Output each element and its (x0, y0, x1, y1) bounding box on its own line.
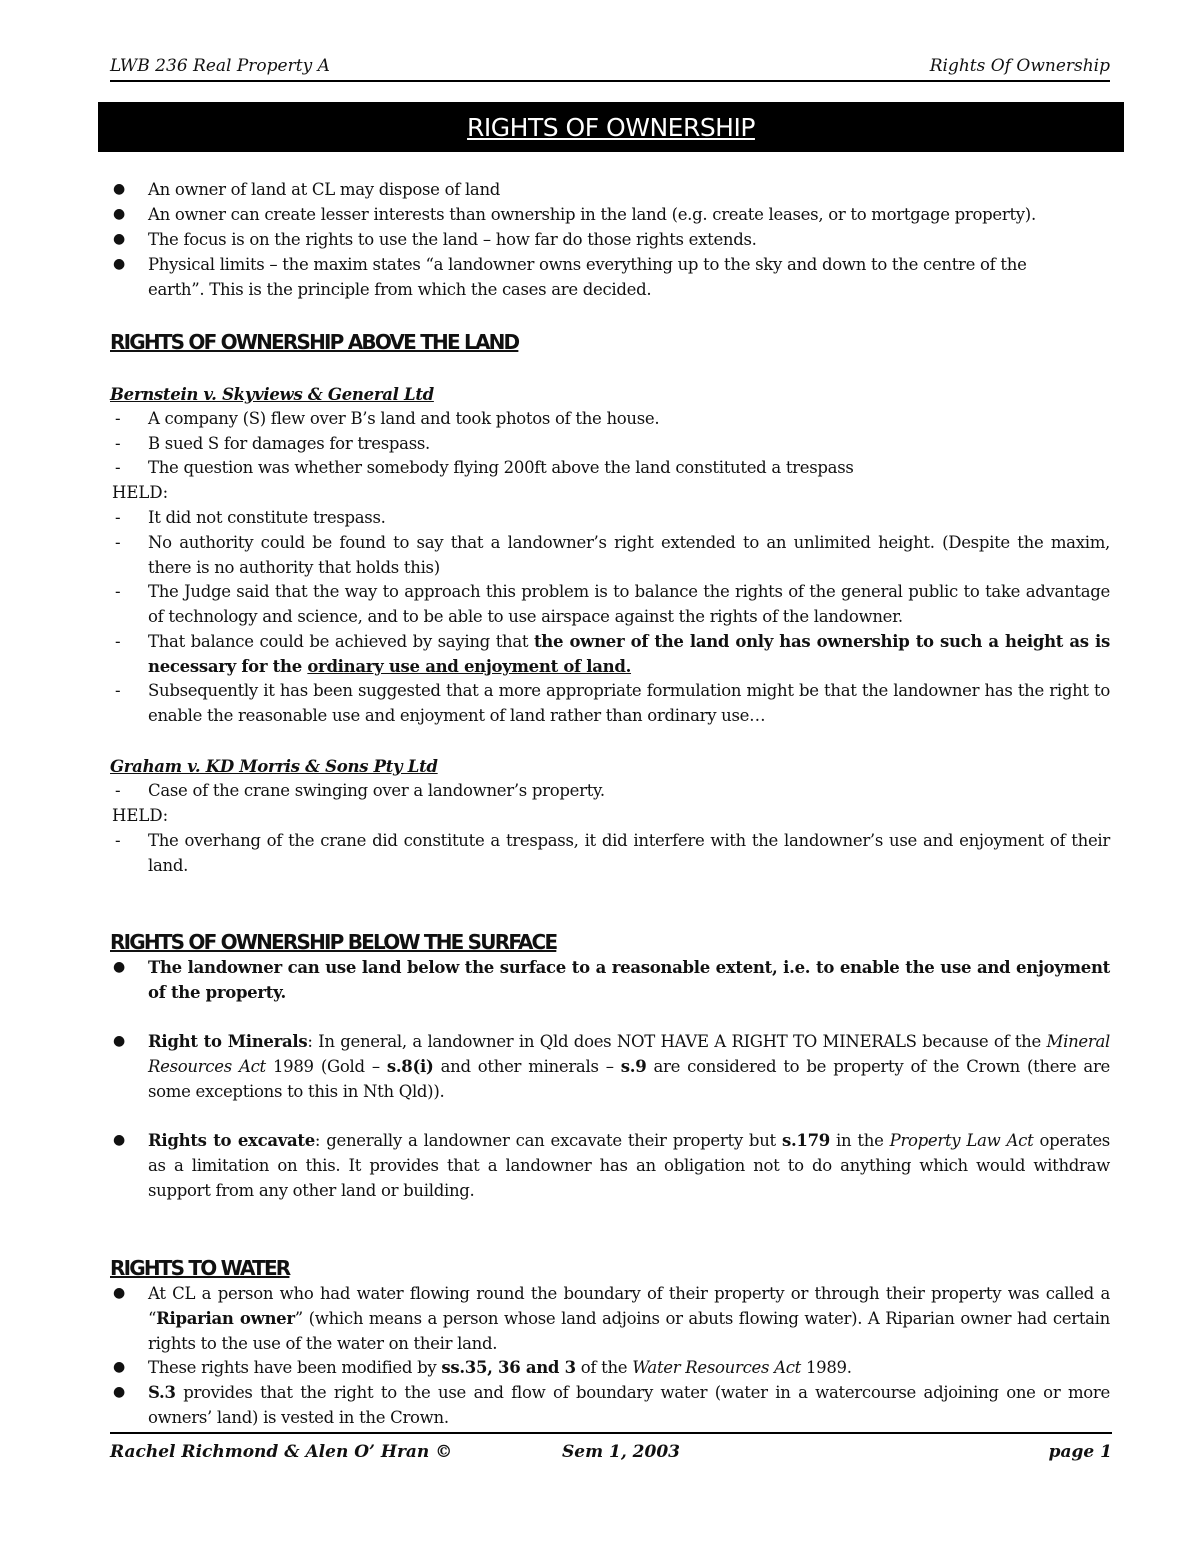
section-ref: s.8(i) (386, 1057, 434, 1076)
bullet-icon: ● (113, 1285, 126, 1301)
dash-marker: - (115, 434, 121, 453)
excavate-text: : generally a landowner can excavate their property but (314, 1131, 782, 1150)
case-fact: B sued S for damages for trespass. (148, 434, 430, 453)
bullet-icon: ● (113, 256, 126, 272)
minerals-text: and other minerals – (433, 1057, 621, 1076)
section-ref: s.9 (620, 1057, 647, 1076)
case-fact: Case of the crane swinging over a landowner’s property. (148, 781, 605, 800)
dash-marker: - (115, 831, 121, 850)
intro-point: An owner of land at CL may dispose of land (148, 180, 501, 199)
dash-marker: - (115, 458, 121, 477)
minerals-label: Right to Minerals (148, 1032, 308, 1051)
balance-text: That balance could be achieved by saying that (148, 632, 534, 651)
dash-marker: - (115, 781, 121, 800)
course-name: LWB 236 Real Property A (110, 56, 330, 76)
bullet-icon: ● (113, 1033, 126, 1049)
below-point: The landowner can use land below the surface to a reasonable extent, i.e. to enable the use and enjoyment of the property. (148, 958, 1110, 1002)
intro-point: An owner can create lesser interests than ownership in the land (e.g. create leases, or to mortgage property). (148, 205, 1036, 224)
footer-authors: Rachel Richmond & Alen O’ Hran © (110, 1442, 453, 1462)
bullet-icon: ● (113, 959, 126, 975)
bullet-icon: ● (113, 1132, 126, 1148)
section-ref: S.3 (148, 1383, 176, 1402)
bullet-icon: ● (113, 181, 126, 197)
case-name: Graham v. KD Morris & Sons Pty Ltd (110, 757, 438, 776)
dash-marker: - (115, 582, 121, 601)
case-name: Bernstein v. Skyviews & General Ltd (110, 385, 434, 404)
held-point: The overhang of the crane did constitute a trespass, it did interfere with the landowner’s use and enjoyment of their land. (148, 831, 1110, 875)
bullet-icon: ● (113, 1359, 126, 1375)
topic-name: Rights Of Ownership (929, 56, 1110, 76)
intro-point-continued: earth”. This is the principle from which the cases are decided. (148, 280, 652, 299)
dash-marker: - (115, 409, 121, 428)
dash-marker: - (115, 533, 121, 552)
water-point (148, 1380, 1110, 1430)
act-name: Property Law Act (889, 1131, 1034, 1150)
excavate-point (148, 1128, 1110, 1203)
held-point: Subsequently it has been suggested that a more appropriate formulation might be that the landowner has the right to enable the reasonable use and enjoyment of land rather than ordinary use… (148, 681, 1110, 725)
section-ref: s.179 (781, 1131, 830, 1150)
minerals-text: are considered to be property of the Crown (there are some exceptions to this in Nth Qld)). (148, 1057, 1110, 1101)
water-text: ” (which means a person whose land adjoins or abuts flowing water). A Riparian owner had certain rights to the use of the water on their land. (148, 1309, 1110, 1353)
water-text: of the (575, 1358, 633, 1377)
dash-marker: - (115, 508, 121, 527)
riparian-term: Riparian owner (156, 1309, 295, 1328)
footer-semester: Sem 1, 2003 (562, 1442, 680, 1462)
excavate-text: operates as a limitation on this. It provides that a landowner has an obligation not to do anything which would withdraw support from any other land or building. (148, 1131, 1110, 1200)
bullet-icon: ● (113, 1384, 126, 1400)
held-point-balance (148, 629, 1110, 679)
case-fact: A company (S) flew over B’s land and took photos of the house. (148, 409, 660, 428)
dash-marker: - (115, 681, 121, 700)
page-header (110, 56, 1110, 82)
section-heading-above: RIGHTS OF OWNERSHIP ABOVE THE LAND (110, 330, 519, 354)
footer-page-number: page 1 (1048, 1442, 1112, 1462)
excavate-text: in the (829, 1131, 890, 1150)
water-text: These rights have been modified by (148, 1358, 442, 1377)
balance-underlined: ordinary use and enjoyment of land. (307, 657, 632, 676)
minerals-point (148, 1029, 1110, 1104)
water-text: 1989. (801, 1358, 852, 1377)
balance-bold: the owner of the land only has ownership to such a height as is necessary for the (148, 632, 1110, 676)
excavate-label: Rights to excavate (148, 1131, 315, 1150)
section-heading-below: RIGHTS OF OWNERSHIP BELOW THE SURFACE (110, 930, 557, 954)
dash-marker: - (115, 632, 121, 651)
intro-point: Physical limits – the maxim states “a landowner owns everything up to the sky and down to the centre of the (148, 255, 1027, 274)
water-text: provides that the right to the use and flow of boundary water (water in a watercourse adjoining one or more owners’ land) is vested in the Crown. (148, 1383, 1110, 1427)
water-text: At CL a person who had water flowing round the boundary of their property or through their property was called a “ (148, 1284, 1110, 1328)
page-footer (110, 1432, 1112, 1464)
water-point (148, 1355, 1110, 1380)
section-heading-water: RIGHTS TO WATER (110, 1256, 290, 1280)
held-point: No authority could be found to say that a landowner’s right extended to an unlimited height. (Despite the maxim, there is no authority that holds this) (148, 533, 1110, 577)
minerals-text: : In general, a landowner in Qld does NOT HAVE A RIGHT TO MINERALS because of the (307, 1032, 1047, 1051)
water-point (148, 1281, 1110, 1356)
section-ref: ss.35, 36 and 3 (441, 1358, 576, 1377)
bullet-icon: ● (113, 206, 126, 222)
act-name: Mineral Resources Act (148, 1032, 1110, 1076)
act-name: Water Resources Act (632, 1358, 801, 1377)
held-point: It did not constitute trespass. (148, 508, 386, 527)
held-label: HELD: (112, 806, 169, 825)
minerals-text: 1989 (Gold – (265, 1057, 387, 1076)
case-fact: The question was whether somebody flying 200ft above the land constituted a trespass (148, 458, 854, 477)
bullet-icon: ● (113, 231, 126, 247)
held-label: HELD: (112, 483, 169, 502)
intro-point: The focus is on the rights to use the land – how far do those rights extends. (148, 230, 757, 249)
page-title: RIGHTS OF OWNERSHIP (467, 113, 755, 142)
title-bar (98, 102, 1124, 152)
held-point: The Judge said that the way to approach this problem is to balance the rights of the general public to take advantage of technology and science, and to be able to use airspace against the rights of the landowner. (148, 582, 1110, 626)
